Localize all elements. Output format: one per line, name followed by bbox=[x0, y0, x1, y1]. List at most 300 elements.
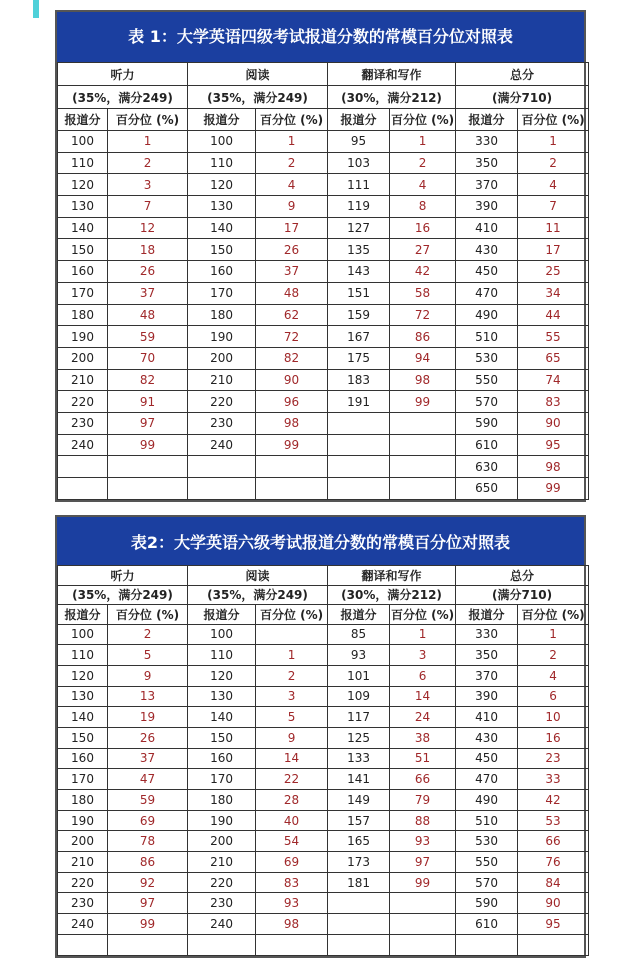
percentile-cell: 9 bbox=[108, 665, 188, 686]
percentile-cell: 3 bbox=[256, 686, 328, 707]
percentile-cell: 55 bbox=[518, 326, 589, 348]
score-cell: 200 bbox=[188, 347, 256, 369]
score-cell: 135 bbox=[328, 239, 390, 261]
score-cell: 490 bbox=[456, 790, 518, 811]
score-cell: 550 bbox=[456, 369, 518, 391]
score-cell: 350 bbox=[456, 152, 518, 174]
percentile-cell: 83 bbox=[256, 872, 328, 893]
table-row bbox=[58, 810, 589, 831]
percentile-cell: 99 bbox=[390, 391, 456, 413]
table-row bbox=[58, 769, 589, 790]
score-cell: 170 bbox=[58, 282, 108, 304]
percentile-cell bbox=[390, 478, 456, 500]
table-row bbox=[58, 174, 589, 196]
percentile-cell: 98 bbox=[518, 456, 589, 478]
score-cell: 120 bbox=[188, 665, 256, 686]
section-note: (35%，满分249) bbox=[58, 86, 188, 109]
table-row bbox=[58, 686, 589, 707]
percentile-cell: 79 bbox=[390, 790, 456, 811]
score-cell: 200 bbox=[188, 831, 256, 852]
percentile-cell: 6 bbox=[518, 686, 589, 707]
percentile-header: 百分位 (%) bbox=[518, 109, 589, 131]
percentile-header: 百分位 (%) bbox=[108, 605, 188, 625]
score-cell bbox=[328, 456, 390, 478]
score-cell bbox=[328, 434, 390, 456]
percentile-cell: 1 bbox=[256, 645, 328, 666]
table-row bbox=[58, 391, 589, 413]
percentile-cell bbox=[256, 624, 328, 645]
score-cell: 240 bbox=[58, 434, 108, 456]
section-name: 听力 bbox=[58, 63, 188, 86]
score-cell: 220 bbox=[58, 872, 108, 893]
percentile-cell: 4 bbox=[256, 174, 328, 196]
percentile-cell: 58 bbox=[390, 282, 456, 304]
table-row bbox=[58, 304, 589, 326]
score-cell bbox=[328, 893, 390, 914]
score-cell: 610 bbox=[456, 914, 518, 935]
score-cell: 111 bbox=[328, 174, 390, 196]
percentile-cell: 2 bbox=[390, 152, 456, 174]
table-row bbox=[58, 790, 589, 811]
score-cell: 210 bbox=[188, 369, 256, 391]
percentile-cell bbox=[390, 412, 456, 434]
score-cell: 149 bbox=[328, 790, 390, 811]
section-name: 总分 bbox=[456, 566, 589, 586]
table-row bbox=[58, 645, 589, 666]
percentile-cell: 83 bbox=[518, 391, 589, 413]
score-cell: 181 bbox=[328, 872, 390, 893]
score-cell: 130 bbox=[188, 196, 256, 218]
score-cell: 183 bbox=[328, 369, 390, 391]
score-cell: 159 bbox=[328, 304, 390, 326]
score-cell: 390 bbox=[456, 686, 518, 707]
percentile-cell: 2 bbox=[518, 152, 589, 174]
percentile-cell: 2 bbox=[108, 624, 188, 645]
percentile-cell: 16 bbox=[518, 727, 589, 748]
percentile-cell: 98 bbox=[256, 914, 328, 935]
score-cell: 430 bbox=[456, 727, 518, 748]
score-cell: 490 bbox=[456, 304, 518, 326]
percentile-cell bbox=[108, 478, 188, 500]
percentile-cell: 1 bbox=[390, 131, 456, 153]
percentile-header: 百分位 (%) bbox=[390, 605, 456, 625]
section-note: (35%，满分249) bbox=[188, 86, 328, 109]
percentile-cell: 88 bbox=[390, 810, 456, 831]
accent-bar bbox=[33, 0, 39, 18]
score-cell: 141 bbox=[328, 769, 390, 790]
percentile-cell: 97 bbox=[108, 412, 188, 434]
percentile-cell: 99 bbox=[108, 434, 188, 456]
percentile-cell: 99 bbox=[108, 914, 188, 935]
percentile-cell: 26 bbox=[256, 239, 328, 261]
section-note: (30%，满分212) bbox=[328, 585, 456, 605]
score-cell: 190 bbox=[188, 810, 256, 831]
percentile-cell: 84 bbox=[518, 872, 589, 893]
section-name: 翻译和写作 bbox=[328, 63, 456, 86]
percentile-cell: 18 bbox=[108, 239, 188, 261]
score-cell: 95 bbox=[328, 131, 390, 153]
table-row bbox=[58, 478, 589, 500]
percentile-cell: 53 bbox=[518, 810, 589, 831]
percentile-cell: 82 bbox=[256, 347, 328, 369]
table-row bbox=[58, 261, 589, 283]
score-cell: 210 bbox=[58, 852, 108, 873]
percentile-cell: 19 bbox=[108, 707, 188, 728]
percentile-header: 百分位 (%) bbox=[256, 605, 328, 625]
score-cell: 190 bbox=[188, 326, 256, 348]
table-title: 表 1：大学英语四级考试报道分数的常模百分位对照表 bbox=[57, 12, 584, 62]
percentile-cell: 90 bbox=[256, 369, 328, 391]
percentile-cell: 5 bbox=[108, 645, 188, 666]
percentile-cell: 6 bbox=[390, 665, 456, 686]
score-cell: 180 bbox=[58, 304, 108, 326]
percentile-cell bbox=[256, 934, 328, 955]
score-cell: 230 bbox=[188, 412, 256, 434]
percentile-cell: 98 bbox=[256, 412, 328, 434]
score-cell: 140 bbox=[188, 707, 256, 728]
score-cell: 110 bbox=[58, 152, 108, 174]
percentile-cell: 27 bbox=[390, 239, 456, 261]
score-cell: 120 bbox=[188, 174, 256, 196]
percentile-cell: 99 bbox=[390, 872, 456, 893]
percentile-cell: 97 bbox=[390, 852, 456, 873]
percentile-cell: 74 bbox=[518, 369, 589, 391]
percentile-cell: 22 bbox=[256, 769, 328, 790]
score-cell: 150 bbox=[188, 239, 256, 261]
table-row bbox=[58, 434, 589, 456]
score-cell: 230 bbox=[188, 893, 256, 914]
score-cell bbox=[328, 412, 390, 434]
column-header-row bbox=[58, 109, 589, 131]
section-header-row bbox=[58, 566, 589, 586]
score-cell: 370 bbox=[456, 665, 518, 686]
table-row bbox=[58, 456, 589, 478]
table-row bbox=[58, 934, 589, 955]
score-cell bbox=[58, 456, 108, 478]
score-cell: 173 bbox=[328, 852, 390, 873]
score-cell: 150 bbox=[188, 727, 256, 748]
percentile-cell: 48 bbox=[108, 304, 188, 326]
percentile-cell: 92 bbox=[108, 872, 188, 893]
score-cell: 470 bbox=[456, 769, 518, 790]
percentile-cell: 47 bbox=[108, 769, 188, 790]
percentile-cell: 1 bbox=[518, 624, 589, 645]
percentile-cell: 95 bbox=[518, 914, 589, 935]
score-cell: 109 bbox=[328, 686, 390, 707]
percentile-cell: 65 bbox=[518, 347, 589, 369]
percentile-cell: 1 bbox=[390, 624, 456, 645]
percentile-cell: 2 bbox=[256, 152, 328, 174]
percentile-cell: 48 bbox=[256, 282, 328, 304]
score-cell: 210 bbox=[188, 852, 256, 873]
score-cell bbox=[328, 934, 390, 955]
score-cell: 167 bbox=[328, 326, 390, 348]
percentile-cell: 37 bbox=[108, 748, 188, 769]
score-cell: 450 bbox=[456, 261, 518, 283]
percentile-cell: 44 bbox=[518, 304, 589, 326]
table-row bbox=[58, 707, 589, 728]
percentile-cell: 24 bbox=[390, 707, 456, 728]
score-header: 报道分 bbox=[188, 109, 256, 131]
score-cell: 610 bbox=[456, 434, 518, 456]
score-cell: 150 bbox=[58, 727, 108, 748]
section-name: 翻译和写作 bbox=[328, 566, 456, 586]
score-cell: 220 bbox=[188, 872, 256, 893]
score-header: 报道分 bbox=[58, 109, 108, 131]
percentile-cell: 2 bbox=[518, 645, 589, 666]
percentile-cell: 28 bbox=[256, 790, 328, 811]
percentile-cell: 42 bbox=[518, 790, 589, 811]
score-cell: 590 bbox=[456, 412, 518, 434]
score-cell: 143 bbox=[328, 261, 390, 283]
score-cell: 410 bbox=[456, 217, 518, 239]
percentile-cell: 93 bbox=[390, 831, 456, 852]
percentile-cell: 1 bbox=[256, 131, 328, 153]
section-note: (满分710) bbox=[456, 86, 589, 109]
score-cell: 127 bbox=[328, 217, 390, 239]
percentile-cell bbox=[518, 934, 589, 955]
score-cell: 650 bbox=[456, 478, 518, 500]
score-cell: 110 bbox=[188, 645, 256, 666]
section-note: (35%，满分249) bbox=[58, 585, 188, 605]
score-cell: 210 bbox=[58, 369, 108, 391]
score-cell: 140 bbox=[188, 217, 256, 239]
score-cell: 570 bbox=[456, 872, 518, 893]
table-row bbox=[58, 326, 589, 348]
score-cell: 470 bbox=[456, 282, 518, 304]
percentile-cell: 1 bbox=[518, 131, 589, 153]
score-cell: 590 bbox=[456, 893, 518, 914]
score-cell: 200 bbox=[58, 831, 108, 852]
table-row bbox=[58, 748, 589, 769]
score-cell: 330 bbox=[456, 131, 518, 153]
score-cell: 130 bbox=[58, 196, 108, 218]
score-cell: 180 bbox=[58, 790, 108, 811]
section-note-row bbox=[58, 86, 589, 109]
table-row bbox=[58, 196, 589, 218]
score-cell: 200 bbox=[58, 347, 108, 369]
percentile-cell: 91 bbox=[108, 391, 188, 413]
score-header: 报道分 bbox=[328, 605, 390, 625]
score-cell: 93 bbox=[328, 645, 390, 666]
percentile-cell: 99 bbox=[256, 434, 328, 456]
score-cell: 180 bbox=[188, 304, 256, 326]
score-cell: 175 bbox=[328, 347, 390, 369]
percentile-cell: 13 bbox=[108, 686, 188, 707]
percentile-cell: 98 bbox=[390, 369, 456, 391]
score-cell: 240 bbox=[188, 434, 256, 456]
percentile-cell: 54 bbox=[256, 831, 328, 852]
percentile-cell: 23 bbox=[518, 748, 589, 769]
score-cell: 100 bbox=[58, 624, 108, 645]
percentile-cell: 1 bbox=[108, 131, 188, 153]
percentile-cell: 93 bbox=[256, 893, 328, 914]
percentile-cell: 14 bbox=[390, 686, 456, 707]
percentile-cell: 82 bbox=[108, 369, 188, 391]
score-cell: 450 bbox=[456, 748, 518, 769]
percentile-cell: 37 bbox=[108, 282, 188, 304]
table-row bbox=[58, 893, 589, 914]
score-cell: 100 bbox=[188, 131, 256, 153]
score-cell: 330 bbox=[456, 624, 518, 645]
score-cell: 119 bbox=[328, 196, 390, 218]
percentile-cell: 90 bbox=[518, 893, 589, 914]
percentile-cell: 94 bbox=[390, 347, 456, 369]
score-cell bbox=[58, 478, 108, 500]
percentile-cell: 11 bbox=[518, 217, 589, 239]
table-row bbox=[58, 665, 589, 686]
percentile-cell: 4 bbox=[390, 174, 456, 196]
percentile-cell: 70 bbox=[108, 347, 188, 369]
percentile-cell: 99 bbox=[518, 478, 589, 500]
percentile-cell: 17 bbox=[518, 239, 589, 261]
percentile-header: 百分位 (%) bbox=[518, 605, 589, 625]
score-cell: 120 bbox=[58, 174, 108, 196]
table-row bbox=[58, 369, 589, 391]
percentile-cell: 86 bbox=[390, 326, 456, 348]
score-cell: 630 bbox=[456, 456, 518, 478]
score-header: 报道分 bbox=[328, 109, 390, 131]
table-row bbox=[58, 282, 589, 304]
table-row bbox=[58, 347, 589, 369]
score-cell bbox=[188, 478, 256, 500]
percentile-cell: 12 bbox=[108, 217, 188, 239]
score-cell: 160 bbox=[188, 748, 256, 769]
percentile-cell: 90 bbox=[518, 412, 589, 434]
score-cell: 530 bbox=[456, 831, 518, 852]
percentile-cell: 66 bbox=[390, 769, 456, 790]
percentile-cell: 66 bbox=[518, 831, 589, 852]
percentile-cell: 51 bbox=[390, 748, 456, 769]
score-cell: 110 bbox=[58, 645, 108, 666]
score-cell: 130 bbox=[188, 686, 256, 707]
percentile-header: 百分位 (%) bbox=[390, 109, 456, 131]
score-cell bbox=[456, 934, 518, 955]
table-row bbox=[58, 152, 589, 174]
score-cell: 157 bbox=[328, 810, 390, 831]
score-cell: 170 bbox=[188, 282, 256, 304]
percentile-cell: 97 bbox=[108, 893, 188, 914]
percentile-cell: 4 bbox=[518, 665, 589, 686]
percentile-cell: 10 bbox=[518, 707, 589, 728]
percentile-cell: 8 bbox=[390, 196, 456, 218]
score-cell: 220 bbox=[188, 391, 256, 413]
table-row bbox=[58, 239, 589, 261]
percentile-cell: 9 bbox=[256, 196, 328, 218]
score-cell: 220 bbox=[58, 391, 108, 413]
percentile-cell: 86 bbox=[108, 852, 188, 873]
score-cell: 100 bbox=[188, 624, 256, 645]
score-cell: 190 bbox=[58, 326, 108, 348]
score-cell bbox=[188, 934, 256, 955]
percentile-cell: 33 bbox=[518, 769, 589, 790]
percentile-cell: 7 bbox=[518, 196, 589, 218]
score-cell: 160 bbox=[188, 261, 256, 283]
score-cell: 160 bbox=[58, 748, 108, 769]
section-name: 阅读 bbox=[188, 566, 328, 586]
percentile-cell: 16 bbox=[390, 217, 456, 239]
score-cell: 133 bbox=[328, 748, 390, 769]
score-cell: 125 bbox=[328, 727, 390, 748]
table-row bbox=[58, 872, 589, 893]
section-note: (满分710) bbox=[456, 585, 589, 605]
score-cell: 151 bbox=[328, 282, 390, 304]
score-cell: 160 bbox=[58, 261, 108, 283]
score-cell: 430 bbox=[456, 239, 518, 261]
score-cell: 370 bbox=[456, 174, 518, 196]
percentile-cell: 26 bbox=[108, 727, 188, 748]
score-cell bbox=[328, 914, 390, 935]
table-row bbox=[58, 624, 589, 645]
percentile-cell bbox=[390, 893, 456, 914]
score-cell: 140 bbox=[58, 707, 108, 728]
score-cell: 180 bbox=[188, 790, 256, 811]
percentile-cell: 62 bbox=[256, 304, 328, 326]
percentile-cell: 34 bbox=[518, 282, 589, 304]
percentile-cell: 3 bbox=[390, 645, 456, 666]
percentile-cell: 2 bbox=[256, 665, 328, 686]
percentile-cell: 38 bbox=[390, 727, 456, 748]
percentile-cell: 76 bbox=[518, 852, 589, 873]
score-header: 报道分 bbox=[456, 605, 518, 625]
table-row bbox=[58, 914, 589, 935]
score-cell: 570 bbox=[456, 391, 518, 413]
percentile-cell: 78 bbox=[108, 831, 188, 852]
score-cell: 190 bbox=[58, 810, 108, 831]
section-note-row bbox=[58, 585, 589, 605]
score-cell: 130 bbox=[58, 686, 108, 707]
percentile-cell: 69 bbox=[256, 852, 328, 873]
score-cell: 100 bbox=[58, 131, 108, 153]
table-row bbox=[58, 727, 589, 748]
section-header-row bbox=[58, 63, 589, 86]
score-cell: 550 bbox=[456, 852, 518, 873]
percentile-cell: 5 bbox=[256, 707, 328, 728]
percentile-cell: 96 bbox=[256, 391, 328, 413]
section-name: 听力 bbox=[58, 566, 188, 586]
percentile-cell: 37 bbox=[256, 261, 328, 283]
table-row bbox=[58, 831, 589, 852]
score-cell: 150 bbox=[58, 239, 108, 261]
score-cell: 350 bbox=[456, 645, 518, 666]
table-row bbox=[58, 852, 589, 873]
score-cell: 230 bbox=[58, 893, 108, 914]
score-cell: 530 bbox=[456, 347, 518, 369]
score-cell bbox=[188, 456, 256, 478]
percentile-cell: 25 bbox=[518, 261, 589, 283]
percentile-cell: 2 bbox=[108, 152, 188, 174]
table-row bbox=[58, 131, 589, 153]
score-cell: 191 bbox=[328, 391, 390, 413]
score-cell: 240 bbox=[188, 914, 256, 935]
section-name: 总分 bbox=[456, 63, 589, 86]
score-cell: 103 bbox=[328, 152, 390, 174]
percentile-cell: 17 bbox=[256, 217, 328, 239]
percentile-cell bbox=[390, 914, 456, 935]
table-row bbox=[58, 217, 589, 239]
percentile-cell bbox=[108, 934, 188, 955]
percentile-cell bbox=[390, 434, 456, 456]
section-note: (30%，满分212) bbox=[328, 86, 456, 109]
percentile-header: 百分位 (%) bbox=[256, 109, 328, 131]
percentile-cell: 3 bbox=[108, 174, 188, 196]
percentile-cell bbox=[108, 456, 188, 478]
percentile-header: 百分位 (%) bbox=[108, 109, 188, 131]
column-header-row bbox=[58, 605, 589, 625]
score-cell: 510 bbox=[456, 810, 518, 831]
score-cell: 170 bbox=[188, 769, 256, 790]
percentile-cell: 4 bbox=[518, 174, 589, 196]
